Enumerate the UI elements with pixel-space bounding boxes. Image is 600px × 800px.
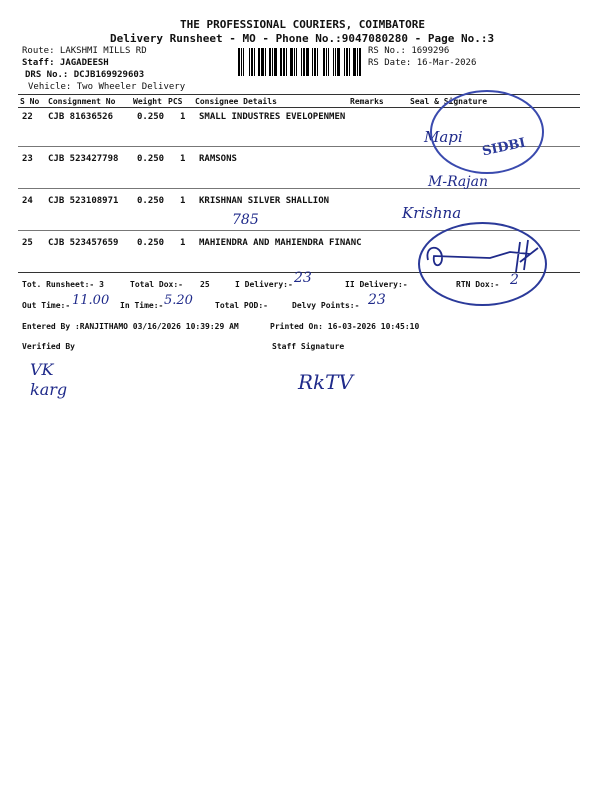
row-sno: 25: [22, 238, 33, 248]
row-sno: 22: [22, 112, 33, 122]
row-pcs: 1: [180, 196, 186, 206]
barcode-bar: [280, 48, 282, 76]
barcode-bar: [319, 48, 322, 76]
vehicle-label: Vehicle: Two Wheeler Delivery: [28, 82, 186, 92]
barcode-bar: [296, 48, 297, 76]
company-stamp-icon: [430, 90, 544, 174]
total-dox-value: 25: [200, 280, 210, 289]
verified-by-label: Verified By: [22, 342, 75, 351]
col-weight: Weight: [133, 97, 162, 106]
row-consignee: KRISHNAN SILVER SHALLION: [199, 196, 330, 206]
row-consignment: CJB 523457659: [48, 238, 119, 248]
barcode-bar: [306, 48, 309, 76]
row-sno: 24: [22, 196, 33, 206]
barcode-bar: [294, 48, 295, 76]
company-title: THE PROFESSIONAL COURIERS, COIMBATORE: [180, 18, 426, 31]
barcode: [238, 48, 364, 76]
row-consignee: RAMSONS: [199, 154, 237, 164]
barcode-bar: [290, 48, 293, 76]
ii-delivery-label: II Delivery:-: [345, 280, 408, 289]
row-sno: 23: [22, 154, 33, 164]
barcode-bar: [274, 48, 277, 76]
row-weight: 0.250: [137, 196, 165, 206]
barcode-bar: [326, 48, 327, 76]
row-weight: 0.250: [137, 238, 165, 248]
row-consignee: MAHIENDRA AND MAHIENDRA FINANC: [199, 238, 362, 248]
in-time-value: 5.20: [164, 293, 193, 308]
staff-label: Staff: JAGADEESH: [22, 58, 109, 68]
route-label: Route: LAKSHMI MILLS RD: [22, 46, 147, 56]
i-delivery-label: I Delivery:-: [235, 280, 293, 289]
total-dox-label: Total Dox:-: [130, 280, 183, 289]
row-pcs: 1: [180, 112, 186, 122]
barcode-bar: [359, 48, 361, 76]
barcode-bar: [330, 48, 332, 76]
barcode-bar: [314, 48, 316, 76]
handwritten-785: 785: [232, 212, 259, 228]
barcode-bar: [310, 48, 311, 76]
barcode-bar: [288, 48, 289, 76]
barcode-bar: [357, 48, 358, 76]
staff-signature: RkTV: [298, 370, 353, 394]
delivery-points-label: Delvy Points:-: [292, 301, 360, 310]
runsheet-subtitle: Delivery Runsheet - MO - Phone No.:9047080280 - Page No.:3: [110, 32, 495, 45]
barcode-bar: [328, 48, 329, 76]
col-sno: S No: [20, 97, 40, 106]
barcode-bar: [238, 48, 240, 76]
rtn-dox-value: 2: [510, 272, 519, 288]
barcode-bar: [254, 48, 255, 76]
barcode-bar: [323, 48, 325, 76]
barcode-bar: [353, 48, 356, 76]
row-pcs: 1: [180, 238, 186, 248]
rs-no: RS No.: 1699296: [368, 46, 450, 56]
staff-signature-label: Staff Signature: [272, 342, 345, 351]
barcode-bar: [335, 48, 336, 76]
row-weight: 0.250: [137, 112, 165, 122]
drs-label: DRS No.: DCJB169929603: [25, 70, 145, 80]
barcode-bar: [278, 48, 279, 76]
barcode-bar: [251, 48, 253, 76]
row-consignment: CJB 523427798: [48, 154, 119, 164]
total-pod-label: Total POD:-: [215, 301, 268, 310]
i-delivery-value: 23: [294, 270, 312, 286]
barcode-bar: [303, 48, 305, 76]
printed-on: Printed On: 16-03-2026 10:45:10: [270, 322, 420, 331]
row-consignee: SMALL INDUSTRES EVELOPENMEN: [199, 112, 346, 122]
barcode-bar: [346, 48, 348, 76]
barcode-bar: [241, 48, 242, 76]
tot-runsheet: Tot. Runsheet:- 3: [22, 280, 104, 289]
col-pcs: PCS: [168, 97, 183, 106]
barcode-bar: [261, 48, 264, 76]
signature-row24: Krishna: [402, 204, 462, 222]
out-time-label: Out Time:-: [22, 301, 71, 310]
signature-row22: Mapi: [424, 128, 463, 146]
barcode-bar: [362, 48, 363, 76]
signature-row25-icon: [420, 232, 550, 282]
barcode-bar: [341, 48, 343, 76]
barcode-bar: [344, 48, 345, 76]
barcode-bar: [337, 48, 340, 76]
barcode-bar: [256, 48, 257, 76]
barcode-bar: [333, 48, 334, 76]
rtn-dox-label: RTN Dox:-: [456, 280, 500, 289]
barcode-bar: [283, 48, 285, 76]
out-time-value: 11.00: [72, 293, 110, 308]
row-pcs: 1: [180, 154, 186, 164]
barcode-bar: [245, 48, 248, 76]
row-divider: [18, 188, 580, 189]
entered-by: Entered By :RANJITHAMO 03/16/2026 10:39:29 AM: [22, 322, 239, 331]
barcode-bar: [298, 48, 300, 76]
barcode-bar: [351, 48, 352, 76]
barcode-bar: [317, 48, 318, 76]
rs-date: RS Date: 16-Mar-2026: [368, 58, 477, 68]
row-weight: 0.250: [137, 154, 165, 164]
barcode-bar: [265, 48, 266, 76]
in-time-label: In Time:-: [120, 301, 164, 310]
row-consignment: CJB 523108971: [48, 196, 119, 206]
delivery-points-value: 23: [368, 292, 386, 308]
verified-signature: VK karg: [30, 360, 68, 399]
barcode-bar: [258, 48, 260, 76]
barcode-bar: [286, 48, 287, 76]
barcode-bar: [269, 48, 271, 76]
col-seal-signature: Seal & Signature: [410, 97, 488, 106]
barcode-bar: [349, 48, 350, 76]
barcode-bar: [272, 48, 273, 76]
col-consignee: Consignee Details: [195, 97, 277, 106]
barcode-bar: [249, 48, 250, 76]
barcode-bar: [267, 48, 268, 76]
barcode-bar: [312, 48, 313, 76]
barcode-bar: [301, 48, 302, 76]
col-remarks: Remarks: [350, 97, 384, 106]
row-consignment: CJB 81636526: [48, 112, 114, 122]
col-consignment: Consignment No: [48, 97, 116, 106]
barcode-bar: [243, 48, 244, 76]
stamp-text: SIDBI: [480, 135, 527, 160]
signature-row23: M-Rajan: [428, 174, 488, 190]
